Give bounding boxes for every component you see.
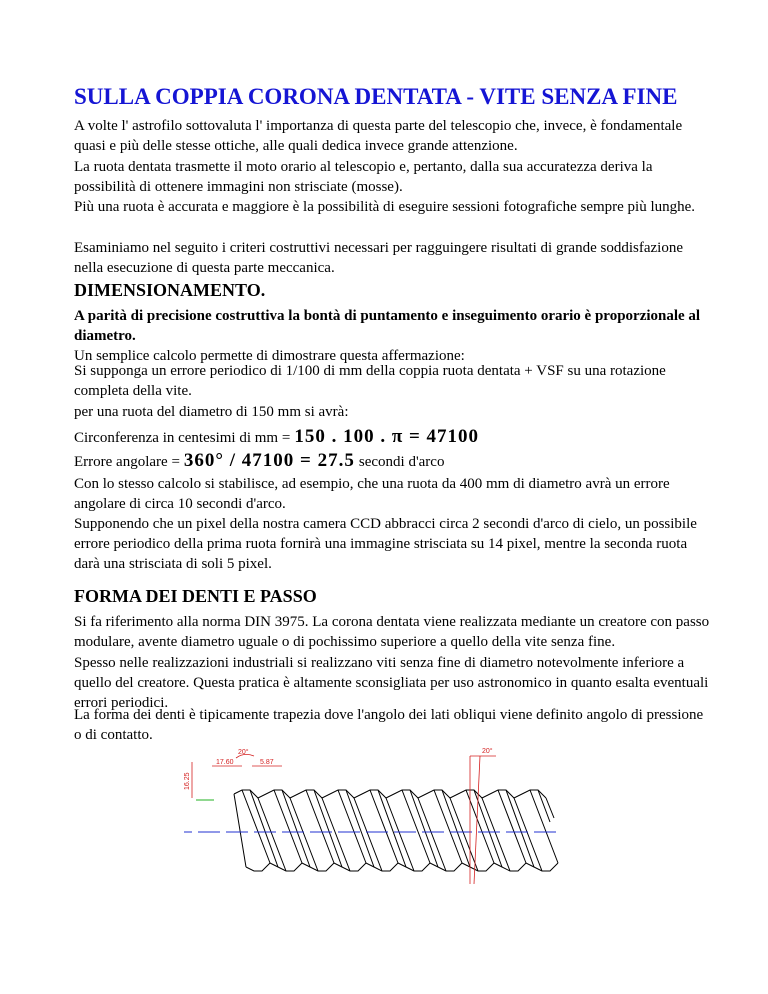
ccd-paragraph: Supponendo che un pixel della nostra camera CCD abbracci circa 2 secondi d'arco di cielo, un possibile errore periodico della prima ruota fornirà una immagine strisciata su 14 pixel, mentre la seconda ruota darà una strisciata di soli 5 pixel. [74, 516, 697, 572]
statement-intro: Un semplice calcolo permette di dimostrare questa affermazione: [74, 348, 465, 364]
bold-statement: A parità di precisione costruttiva la bontà di puntamento e inseguimento orario è proporzionale al diametro. [74, 308, 701, 344]
circumference-value: 150 . 100 . π = 47100 [294, 426, 480, 447]
wheel-400-paragraph: Con lo stesso calcolo si stabilisce, ad esempio, che una ruota da 400 mm di diametro avrà un errore angolare di circa 10 secondi d'arco. [74, 476, 670, 512]
circumference-formula [74, 424, 714, 451]
angular-error-formula [74, 448, 714, 475]
angular-error-unit: secondi d'arco [358, 454, 445, 470]
section-heading-dimensionamento: DIMENSIONAMENTO. [74, 280, 266, 300]
dimension-annotations [192, 754, 496, 884]
thread-bottom-edge [246, 863, 558, 871]
error-assumption-paragraph: Si supponga un errore periodico di 1/100 di mm della coppia ruota dentata + VSF su una rotazione completa della vite. [74, 363, 666, 399]
thread-flanks [234, 790, 558, 871]
angular-error-label: Errore angolare = [74, 454, 180, 470]
dim-height-label: 16.25 [184, 772, 191, 790]
dim-width-1-label: 17.60 [216, 759, 234, 766]
wheel-diameter-paragraph: per una ruota del diametro di 150 mm si avrà: [74, 404, 349, 420]
angular-error-value: 360° / 47100 = 27.5 [183, 450, 355, 471]
intro-paragraph-3: Esaminiamo nel seguito i criteri costruttivi necessari per ragguingere risultati di grande soddisfazione nella esecuzione di questa parte meccanica. [74, 240, 683, 276]
intro-paragraph-1: A volte l' astrofilo sottovaluta l' importanza di questa parte del telescopio che, invece, è fondamentale quasi e più delle stesse ottiche, alle quali dedica invece grande attenzione. [74, 118, 683, 154]
intro-paragraph-2: La ruota dentata trasmette il moto orario al telescopio e, pertanto, dalla sua accuratezza deriva la possibilità di ottenere immagini non strisciate (mosse). Più una ruota è accurata e maggiore è la possibilità di eseguire sessioni fotografiche sempre più lunghe. [74, 159, 696, 215]
forma-paragraph-1: Si fa riferimento alla norma DIN 3975. La corona dentata viene realizzata mediante un creatore con passo modulare, avente diametro uguale o di pochissimo superiore a quello della vite senza fine. [74, 614, 710, 650]
circumference-label: Circonferenza in centesimi di mm = [74, 430, 291, 446]
worm-thread-profile [234, 790, 558, 871]
forma-paragraph-2: Spesso nelle realizzazioni industriali si realizzano viti senza fine di diametro notevolmente inferiore a quello del creatore. Questa pratica è altamente sconsigliata per uso astronomico in quanto esalta eventuali errori periodici. [74, 655, 709, 711]
dimensionamento-paragraph [74, 306, 714, 366]
forma-paragraph-3: La forma dei denti è tipicamente trapezia dove l'angolo dei lati obliqui viene definito angolo di pressione o di contatto. [74, 707, 704, 743]
page-title: SULLA COPPIA CORONA DENTATA - VITE SENZA FINE [74, 84, 678, 109]
pressure-angle-line [474, 756, 480, 884]
dim-angle-right-label: 20° [482, 748, 493, 755]
worm-screw-diagram [184, 742, 584, 892]
section-heading-forma-denti: FORMA DEI DENTI E PASSO [74, 586, 317, 606]
dim-angle-left-label: 20° [238, 749, 249, 756]
dim-width-2-label: 5.87 [260, 759, 274, 766]
